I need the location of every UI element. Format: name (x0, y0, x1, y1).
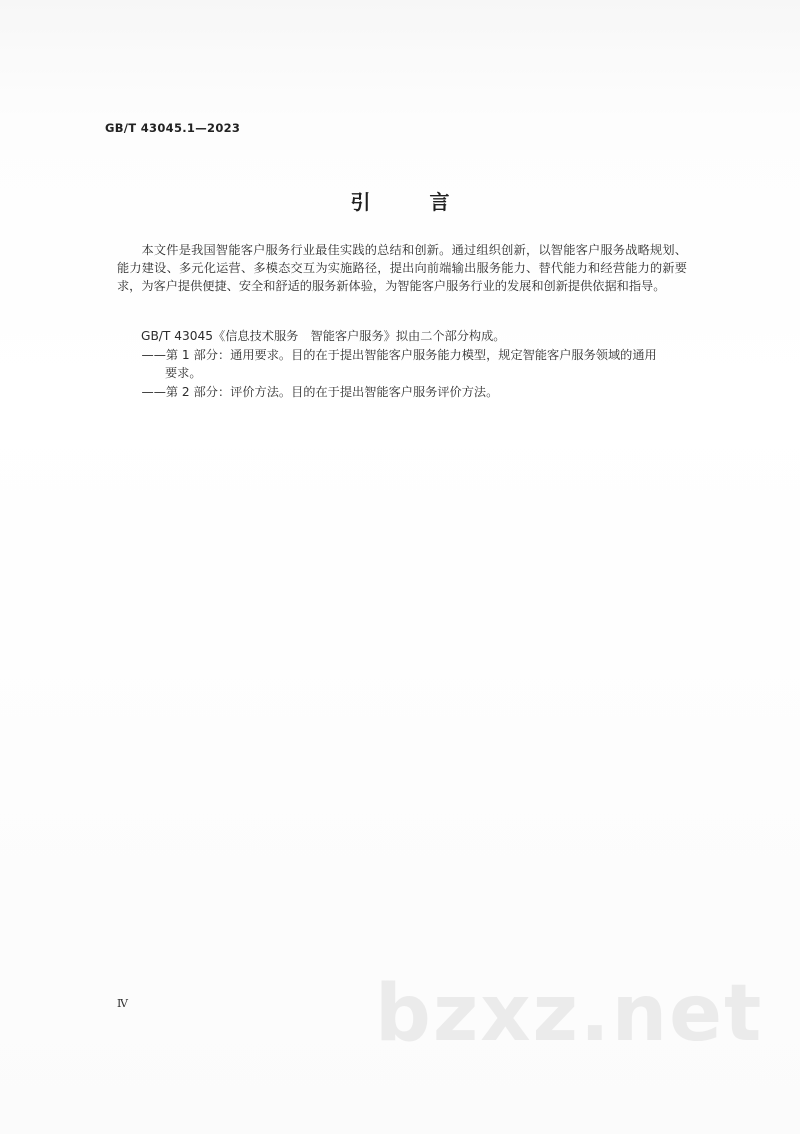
list-item-text: ——第 1 部分：通用要求。目的在于提出智能客户服务能力模型，规定智能客户服务领域的通用 (141, 348, 657, 362)
intro-paragraph: 本文件是我国智能客户服务行业最佳实践的总结和创新。通过组织创新，以智能客户服务战略规划、能力建设、多元化运营、多模态交互为实施路径，提出向前端输出服务能力、替代能力和经营能力的新要求，为客户提供便捷、安全和舒适的服务新体验，为智能客户服务行业的发展和创新提供依据和指导。 (117, 243, 687, 293)
list-item (117, 346, 687, 382)
watermark-logo: bzxz.net (375, 969, 764, 1059)
page-number: Ⅳ (117, 997, 128, 1010)
list-item-continuation: 要求。 (165, 366, 202, 380)
list-item (117, 383, 687, 401)
parts-intro: GB/T 43045《信息技术服务 智能客户服务》拟由二个部分构成。 (141, 329, 506, 343)
list-item-text: ——第 2 部分：评价方法。目的在于提出智能客户服务评价方法。 (141, 385, 499, 399)
intro-section (117, 241, 687, 295)
document-identifier: GB/T 43045.1—2023 (105, 121, 241, 135)
page-title: 引 言 (350, 190, 476, 214)
